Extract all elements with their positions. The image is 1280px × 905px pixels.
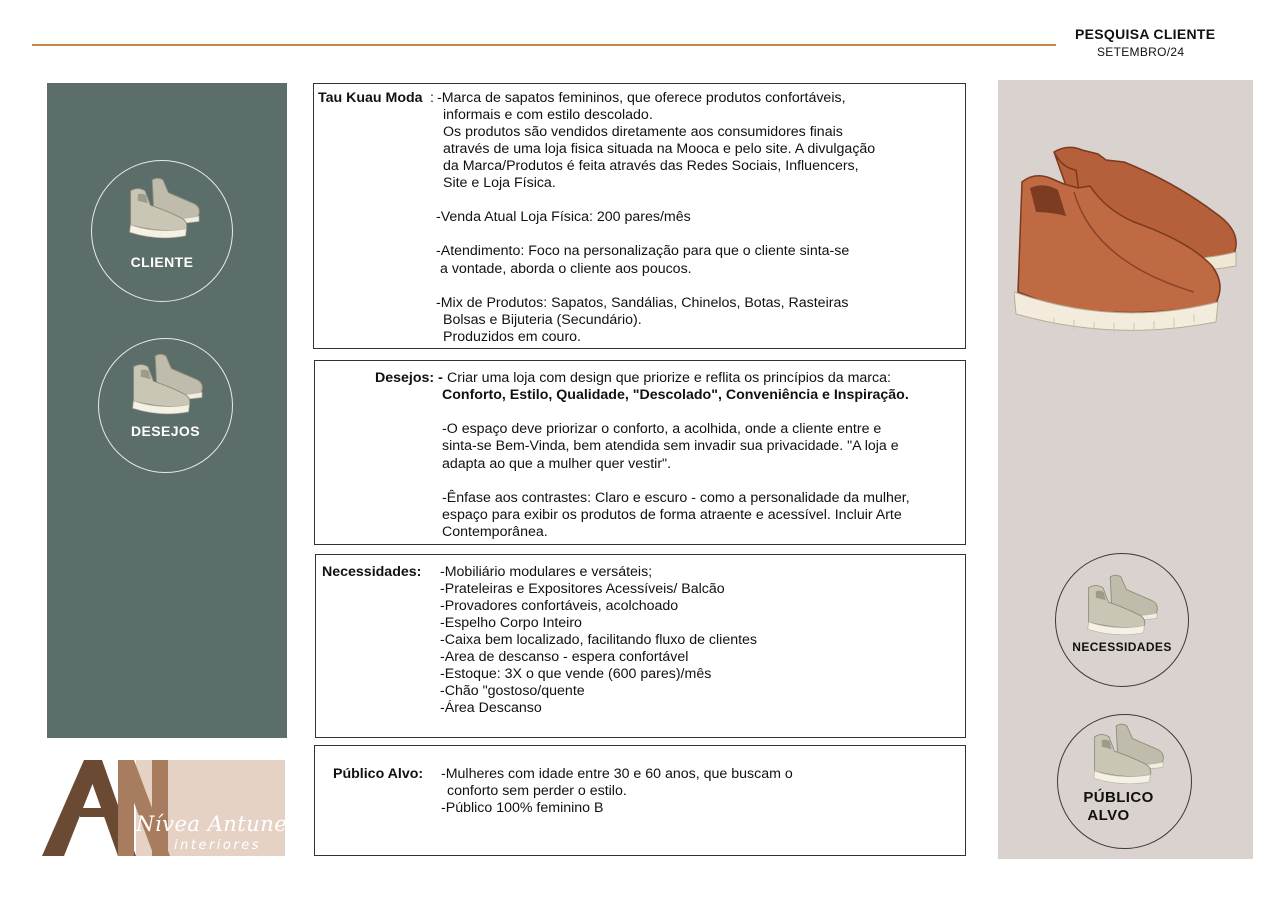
cliente-line: informais e com estilo descolado.: [443, 107, 653, 123]
necessidades-line: -Estoque: 3X o que vende (600 pares)/mês: [440, 666, 712, 682]
cliente-line: -Atendimento: Foco na personalização para que o cliente sinta-se: [436, 243, 850, 259]
necessidades-line: -Prateleiras e Expositores Acessíveis/ Balcão: [440, 581, 725, 597]
desejos-line: Conforto, Estilo, Qualidade, "Descolado", Conveniência e Inspiração.: [442, 387, 909, 403]
necessidades-line: -Area de descanso - espera confortável: [440, 649, 689, 665]
necessidades-line: -Caixa bem localizado, facilitando fluxo de clientes: [440, 632, 758, 648]
right-panel: [998, 80, 1253, 859]
necessidades-line: -Mobiliário modulares e versáteis;: [440, 564, 653, 580]
publico-label-line1: PÚBLICO: [1083, 789, 1154, 806]
necessidades-label: NECESSIDADES: [1072, 640, 1172, 654]
cliente-line: através de uma loja fisica situada na Mooca e pelo site. A divulgação: [443, 141, 876, 157]
cliente-line: a vontade, aborda o cliente aos poucos.: [440, 261, 692, 277]
cliente-heading: Tau Kuau Moda: [318, 90, 423, 106]
page-date: SETEMBRO/24: [1097, 45, 1185, 59]
necessidades-line: -Chão "gostoso/quente: [440, 683, 585, 699]
desejos-line: adapta ao que a mulher quer vestir".: [442, 456, 672, 472]
cliente-line: Produzidos em couro.: [443, 329, 582, 345]
sneaker-icon: [118, 171, 208, 243]
desejos-heading: Desejos: -: [375, 370, 443, 386]
cliente-line: Os produtos são vendidos diretamente aos consumidores finais: [443, 124, 843, 140]
product-photo-sneakers: [1014, 142, 1242, 338]
publico-line: -Mulheres com idade entre 30 e 60 anos, que buscam o: [441, 766, 793, 782]
necessidades-line: -Provadores confortáveis, acolchoado: [440, 598, 679, 614]
cliente-line: Site e Loja Física.: [443, 175, 556, 191]
header-divider: [32, 44, 1056, 46]
cliente-section: [313, 83, 966, 349]
publico-section: [314, 745, 966, 856]
left-panel: [47, 83, 287, 738]
publico-circle: [1057, 714, 1192, 849]
necessidades-heading: Necessidades:: [322, 564, 422, 580]
necessidades-line: -Espelho Corpo Inteiro: [440, 615, 582, 631]
necessidades-section: [315, 554, 966, 738]
desejos-line: espaço para exibir os produtos de forma atraente e acessível. Incluir Arte: [442, 507, 902, 523]
page-title: PESQUISA CLIENTE: [1075, 26, 1216, 42]
logo-tagline: interiores: [174, 838, 261, 853]
desejos-line: sinta-se Bem-Vinda, bem atendida sem invadir sua privacidade. "A loja e: [442, 438, 899, 454]
cliente-heading-sep: :: [430, 90, 434, 106]
desejos-line: Criar uma loja com design que priorize e reflita os princípios da marca:: [447, 370, 891, 386]
cliente-line: da Marca/Produtos é feita através das Redes Sociais, Influencers,: [443, 158, 859, 174]
desejos-line: -O espaço deve priorizar o conforto, a acolhida, onde a cliente entre e: [442, 421, 882, 437]
publico-line: -Público 100% feminino B: [441, 800, 604, 816]
necessidades-circle: [1055, 553, 1189, 687]
desejos-circle: [98, 338, 233, 473]
cliente-line: -Venda Atual Loja Física: 200 pares/mês: [436, 209, 691, 225]
desejos-label: DESEJOS: [131, 423, 200, 439]
cliente-circle: [91, 160, 233, 302]
cliente-line: Bolsas e Bijuteria (Secundário).: [443, 312, 642, 328]
sneaker-icon: [121, 347, 211, 419]
necessidades-line: -Área Descanso: [440, 700, 542, 716]
sneaker-icon: [1076, 568, 1166, 640]
sneaker-icon: [1082, 717, 1172, 789]
cliente-line: -Mix de Produtos: Sapatos, Sandálias, Chinelos, Botas, Rasteiras: [436, 295, 849, 311]
logo-name: Nívea Antunes: [136, 812, 299, 836]
publico-label-line2: ALVO: [1087, 807, 1130, 824]
desejos-section: [314, 360, 966, 545]
desejos-line: Contemporânea.: [442, 524, 548, 540]
cliente-line: -Marca de sapatos femininos, que oferece produtos confortáveis,: [437, 90, 846, 106]
publico-line: conforto sem perder o estilo.: [447, 783, 627, 799]
cliente-label: CLIENTE: [130, 254, 194, 270]
desejos-line: -Ênfase aos contrastes: Claro e escuro - como a personalidade da mulher,: [442, 490, 910, 506]
publico-heading: Público Alvo:: [333, 766, 424, 782]
